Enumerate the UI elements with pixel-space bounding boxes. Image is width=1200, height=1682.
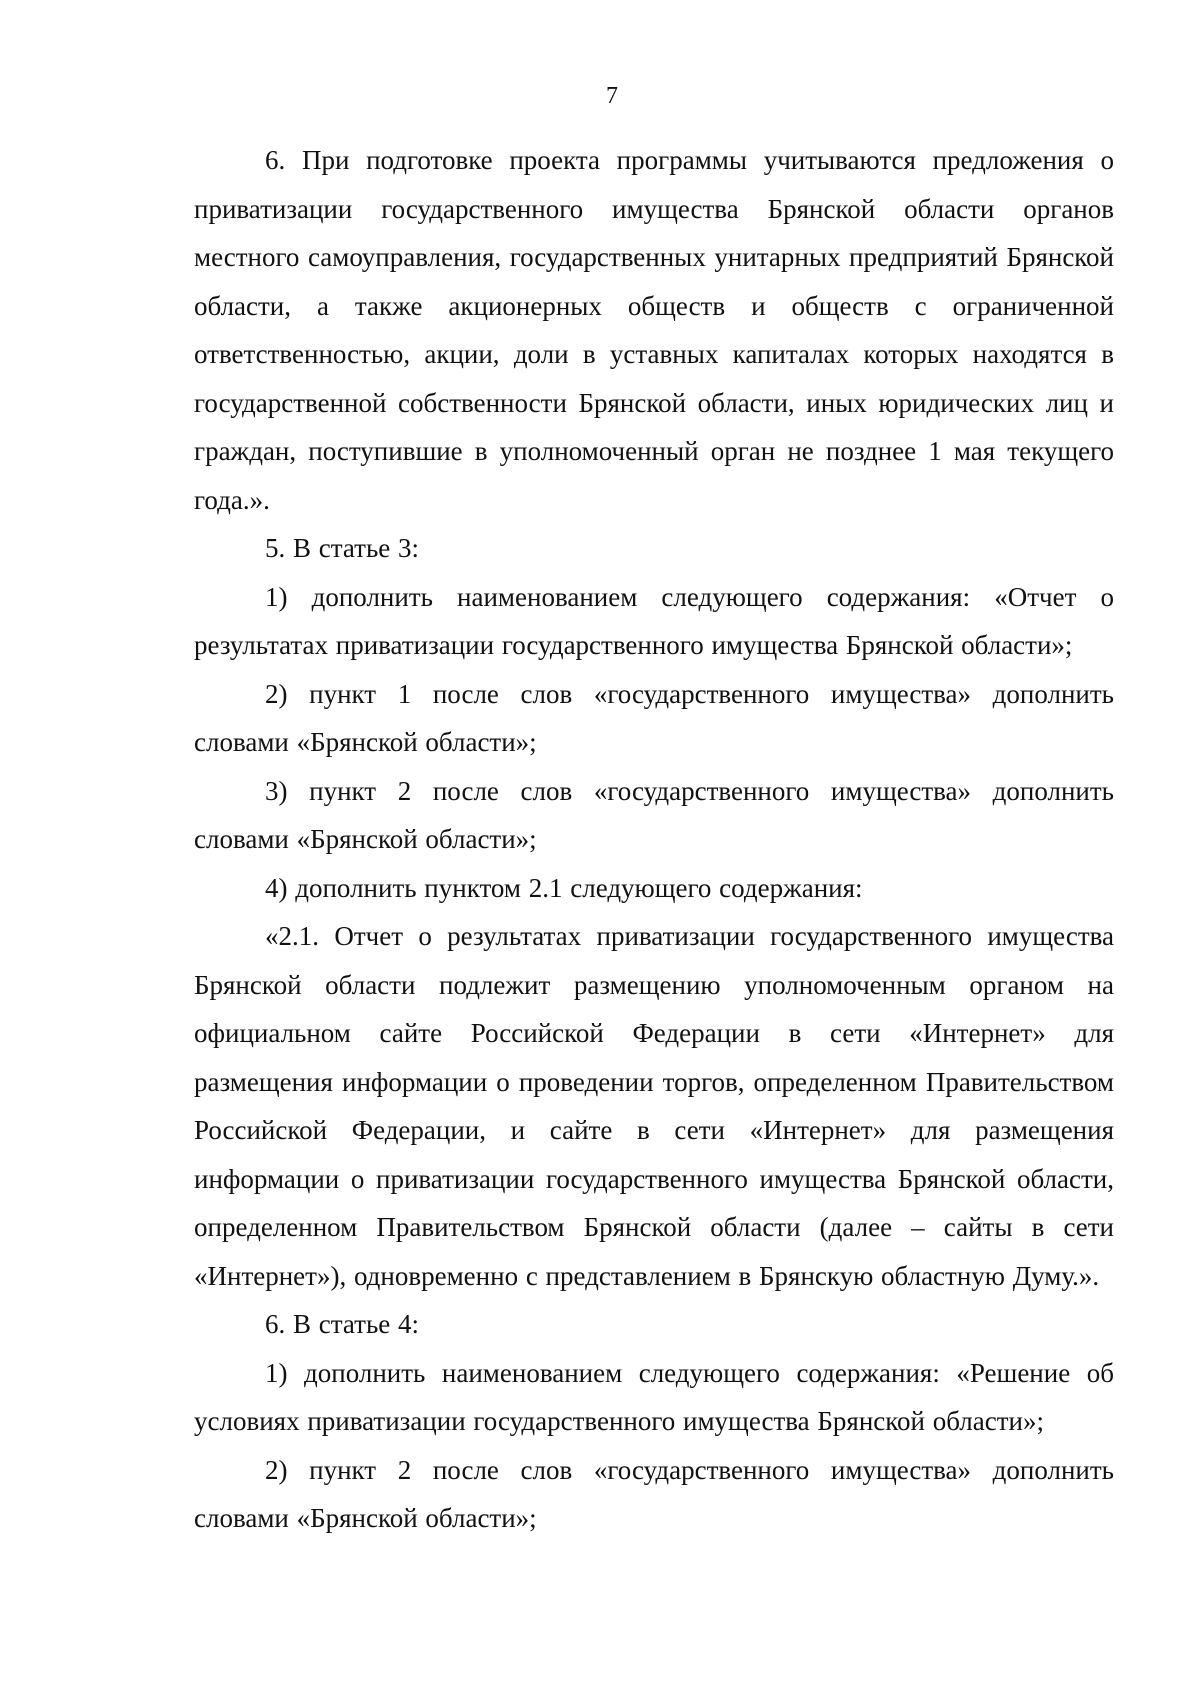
paragraph-5: 3) пункт 2 после слов «государственного имущества» дополнить словами «Брянской области»;: [194, 775, 1114, 854]
paragraph-1: 6. При подготовке проекта программы учитываются предложения о приватизации государственного имущества Брянской области органов местного самоуправления, государственных унитарных предприятий Брянской области, а также акционерных обществ и обществ с ограниченной ответственностью, акции, доли в уставных капиталах которых находятся в государственной собственности Брянской области, иных юридических лиц и граждан, поступившие в уполномоченный орган не позднее 1 мая текущего года.».: [194, 145, 1114, 515]
paragraph-3: 1) дополнить наименованием следующего содержания: «Отчет о результатах приватизации государственного имущества Брянской области»;: [194, 581, 1114, 660]
paragraph-8: 6. В статье 4:: [265, 1309, 420, 1339]
paragraph-10: 2) пункт 2 после слов «государственного имущества» дополнить словами «Брянской области»;: [194, 1454, 1114, 1533]
paragraph-7: «2.1. Отчет о результатах приватизации государственного имущества Брянской области подлежит размещению уполномоченным органом на официальном сайте Российской Федерации в сети «Интернет» для размещения информации о проведении торгов, определенном Правительством Российской Федерации, и сайте в сети «Интернет» для размещения информации о приватизации государственного имущества Брянской области, определенном Правительством Брянской области (далее – сайты в сети «Интернет»), одновременно с представлением в Брянскую областную Думу.».: [194, 921, 1114, 1291]
paragraph-9: 1) дополнить наименованием следующего содержания: «Решение об условиях приватизации государственного имущества Брянской области»;: [194, 1357, 1114, 1436]
page-number: 7: [606, 83, 618, 109]
paragraph-4: 2) пункт 1 после слов «государственного имущества» дополнить словами «Брянской области»;: [194, 678, 1114, 757]
paragraph-6: 4) дополнить пунктом 2.1 следующего содержания:: [265, 872, 863, 903]
paragraph-2: 5. В статье 3:: [265, 533, 420, 563]
document-body: [194, 136, 1114, 1543]
